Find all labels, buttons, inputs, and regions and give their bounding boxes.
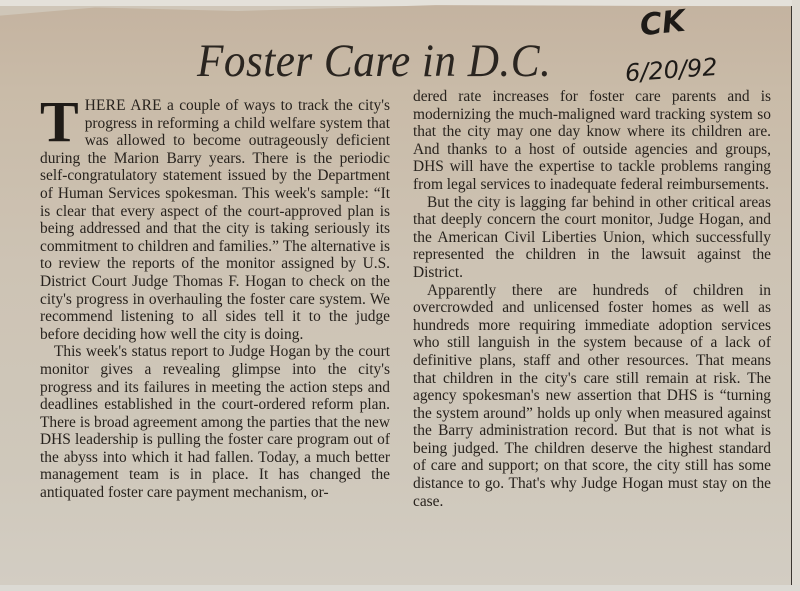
article-paragraph: dered rate increases for foster care parents and is modernizing the much-maligned ward tracking system so that the city may one day know where its children are. And thanks to a host of outside agencies and groups, DHS will have the expertise to tackle problems ranging from legal services to inadequate federal reimbursements. [413,88,771,193]
article-paragraph: But the city is lagging far behind in other critical areas that deeply concern the court monitor, Judge Hogan, and the American Civil Liberties Union, which successfully represented the children in the lawsuit against the District. [413,193,771,281]
article-paragraph [40,89,391,343]
handwritten-date: 6/20/92 [624,52,719,88]
handwritten-initials: CK [638,3,687,44]
article-column-left [40,89,391,502]
headline: Foster Care in D.C. [197,35,552,87]
drop-cap: T [40,89,79,154]
background-right-edge [792,0,800,591]
background-bottom-edge [0,585,800,591]
article-paragraph: This week's status report to Judge Hogan by the court monitor gives a revealing glimpse into the city's progress and its failures in meeting the action steps and deadlines established in the court-ordered reform plan. There is broad agreement among the parties that the new DHS leadership is pulling the foster care program out of the abyss into which it had fallen. Today, a much better management team is in place. It has changed the antiquated foster care payment mechanism, or- [40,343,390,502]
lead-in-caps: HERE ARE [84,97,162,114]
article-column-right [413,88,771,510]
paragraph-text: a couple of ways to track the city's progress in reforming a child welfare system that was allowed to become outrageously deficient during the Marion Barry years. There is the periodic self-congratulatory statement issued by the Department of Human Services spokesman. This week's sample: “It is clear that every aspect of the court-approved plan is being addressed and that the city is taking seriously its commitment to children and families.” The alternative is to review the reports of the monitor assigned by U.S. District Court Judge Thomas F. Hogan to check on the city's progress in overhauling the foster care system. We recommend listening to all sides tell it to the judge before deciding how well the city is doing. [40,97,391,343]
article-paragraph: Apparently there are hundreds of children in overcrowded and unlicensed foster homes as well as hundreds more requiring immediate adoption services who still languish in the system because of a lack of definitive plans, staff and other resources. That means that children in the city's care still remain at risk. The agency spokesman's new assertion that DHS is “turning the system around” holds up only when measured against the Barry administration record. But that is not what is being judged. The children deserve the highest standard of care and support; on that score, the city still has some distance to go. That's why Judge Hogan must stay on the case. [413,281,771,510]
